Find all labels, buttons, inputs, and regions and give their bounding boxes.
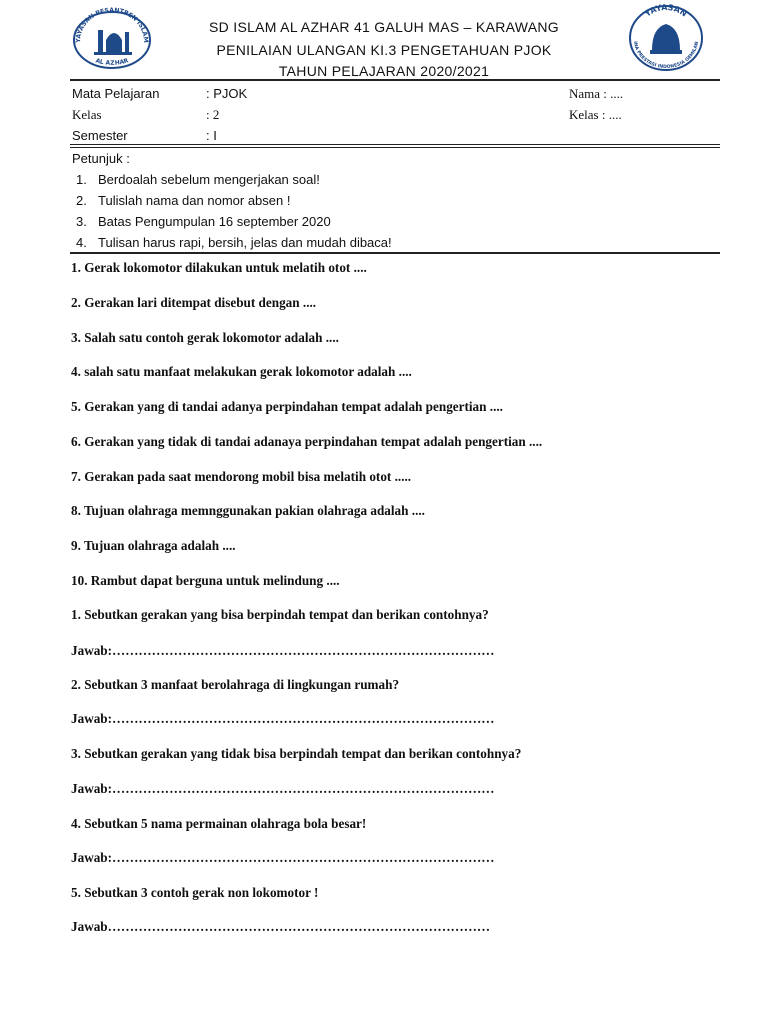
info-divider-1: [70, 144, 720, 145]
essay-answer-line-1: Jawab:……………………………………………………………………………: [71, 643, 495, 658]
instruction-item: [76, 214, 331, 229]
instruction-text: Tulislah nama dan nomor absen !: [98, 193, 291, 208]
instruction-num: 4.: [76, 235, 87, 250]
logo-left-top-text: YAYASAN PESANTREN ISLAM: [74, 6, 150, 44]
essay-answer-line-3: Jawab:……………………………………………………………………………: [71, 781, 495, 796]
logo-al-azhar: [70, 6, 154, 70]
semester-label: Semester: [72, 128, 128, 143]
instruction-item: [76, 193, 290, 208]
petunjuk-title: Petunjuk :: [72, 151, 130, 166]
mapel-value: : PJOK: [206, 86, 248, 101]
kelas-label: Kelas: [72, 107, 102, 122]
academic-year: TAHUN PELAJARAN 2020/2021: [278, 63, 490, 79]
question-3: 3. Salah satu contoh gerak lokomotor adalah ....: [71, 330, 339, 345]
kelas-value: : 2: [206, 107, 220, 122]
kelas-field: Kelas : ....: [569, 107, 622, 122]
instruction-text: Berdoalah sebelum mengerjakan soal!: [98, 172, 320, 187]
info-divider-2: [70, 147, 720, 148]
essay-answer-line-2: Jawab:……………………………………………………………………………: [71, 711, 495, 726]
logo-right-bottom-text: INA PRESTASI INDONESIA GEMILAN: [632, 41, 701, 71]
essay-question-3: 3. Sebutkan gerakan yang tidak bisa berpindah tempat dan berikan contohnya?: [71, 746, 522, 761]
essay-answer-line-4: Jawab:……………………………………………………………………………: [71, 850, 495, 865]
question-5: 5. Gerakan yang di tandai adanya perpindahan tempat adalah pengertian ....: [71, 399, 503, 414]
instruction-num: 1.: [76, 172, 87, 187]
essay-question-5: 5. Sebutkan 3 contoh gerak non lokomotor !: [71, 885, 319, 900]
instruction-num: 2.: [76, 193, 87, 208]
petunjuk-divider: [70, 252, 720, 254]
instruction-item: [76, 235, 392, 250]
logo-yayasan-bpig: [626, 4, 706, 72]
question-2: 2. Gerakan lari ditempat disebut dengan ....: [71, 295, 317, 310]
question-1: 1. Gerak lokomotor dilakukan untuk melatih otot ....: [71, 260, 367, 275]
question-8: 8. Tujuan olahraga memnggunakan pakian olahraga adalah ....: [71, 503, 425, 518]
instruction-item: [76, 172, 320, 187]
question-7: 7. Gerakan pada saat mendorong mobil bisa melatih otot .....: [71, 469, 412, 484]
instruction-num: 3.: [76, 214, 87, 229]
semester-value: : I: [206, 128, 217, 143]
essay-question-4: 4. Sebutkan 5 nama permainan olahraga bola besar!: [71, 816, 367, 831]
exam-title: PENILAIAN ULANGAN KI.3 PENGETAHUAN PJOK: [216, 42, 552, 58]
logo-left-bottom-text: AL AZHAR: [94, 57, 130, 67]
essay-answer-line-5: Jawab……………………………………………………………………………: [71, 919, 491, 934]
instruction-text: Tulisan harus rapi, bersih, jelas dan mudah dibaca!: [98, 235, 392, 250]
header-divider: [70, 79, 720, 81]
logo-right-top-text: YAYASAN: [643, 4, 689, 19]
question-10: 10. Rambut dapat berguna untuk melindung ....: [71, 573, 340, 588]
question-6: 6. Gerakan yang tidak di tandai adanaya perpindahan tempat adalah pengertian ....: [71, 434, 543, 449]
essay-question-2: 2. Sebutkan 3 manfaat berolahraga di lingkungan rumah?: [71, 677, 400, 692]
essay-question-1: 1. Sebutkan gerakan yang bisa berpindah tempat dan berikan contohnya?: [71, 607, 489, 622]
mapel-label: Mata Pelajaran: [72, 86, 160, 101]
nama-field: Nama : ....: [569, 86, 624, 101]
school-name: SD ISLAM AL AZHAR 41 GALUH MAS – KARAWANG: [209, 19, 559, 35]
question-4: 4. salah satu manfaat melakukan gerak lokomotor adalah ....: [71, 364, 412, 379]
question-9: 9. Tujuan olahraga adalah ....: [71, 538, 236, 553]
instruction-text: Batas Pengumpulan 16 september 2020: [98, 214, 331, 229]
